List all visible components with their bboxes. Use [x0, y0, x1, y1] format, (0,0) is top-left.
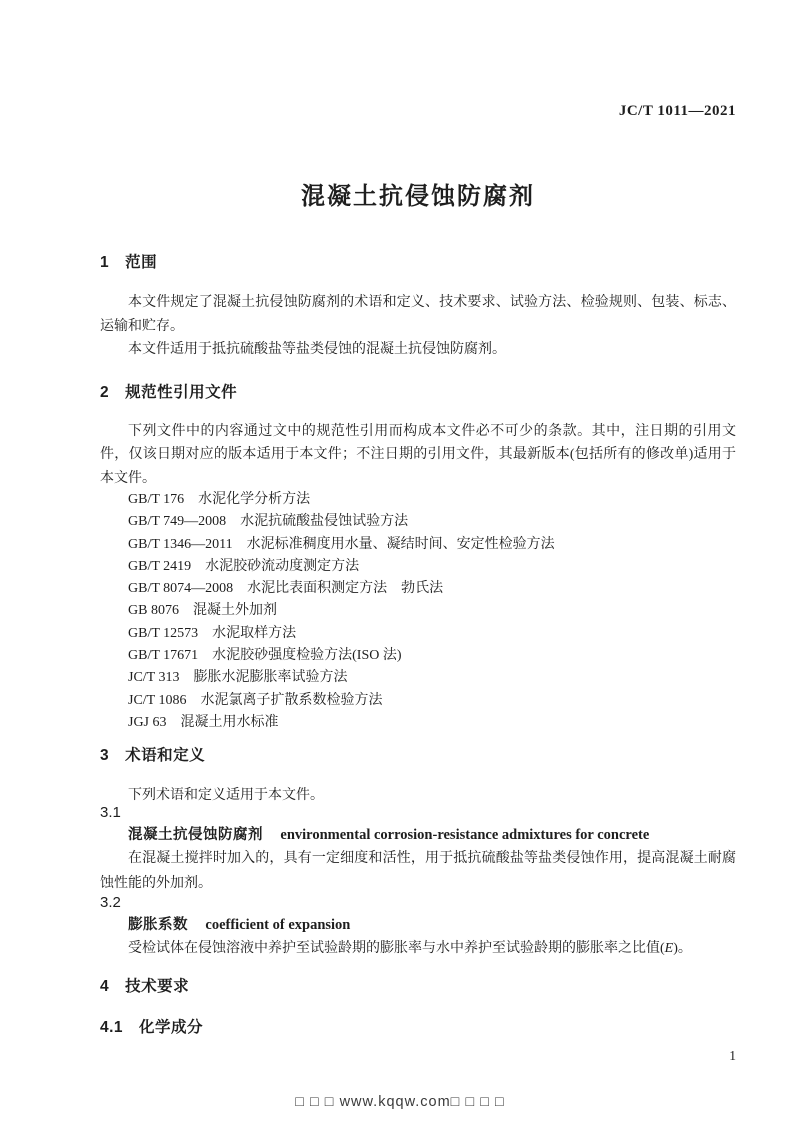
reference-code: GB/T 1346—2011	[128, 536, 233, 552]
definition-variable: E	[664, 941, 674, 956]
section-3-heading: 3 术语和定义	[100, 747, 206, 764]
section-1-paragraph-1: 本文件规定了混凝土抗侵蚀防腐剂的术语和定义、技术要求、试验方法、检验规则、包装、标志、运输和贮存。	[100, 295, 736, 334]
term-title	[100, 913, 764, 934]
reference-code: GB/T 176	[128, 492, 185, 507]
reference-item	[128, 600, 764, 622]
reference-code: GB/T 8074—2008	[128, 581, 234, 597]
reference-item	[128, 623, 764, 645]
term-title-en: coefficient of expansion	[205, 917, 351, 933]
header-standard-number: JC/T 1011—2021	[618, 103, 736, 119]
reference-item	[128, 534, 764, 556]
reference-item	[128, 511, 764, 533]
reference-code: GB 8076	[128, 603, 179, 619]
reference-code: GB/T 749—2008	[128, 514, 227, 530]
reference-code: JC/T 1086	[128, 692, 187, 708]
section-1-paragraph-2: 本文件适用于抵抗硫酸盐等盐类侵蚀的混凝土抗侵蚀防腐剂。	[128, 342, 506, 357]
reference-title: 水泥标准稠度用水量、凝结时间、安定性检验方法	[246, 536, 555, 552]
reference-item	[128, 667, 764, 689]
section-4-1-heading: 4.1 化学成分	[100, 1019, 204, 1036]
term-number: 3.2	[100, 894, 121, 911]
section-4-heading: 4 技术要求	[100, 978, 190, 995]
page-number: 1	[729, 1048, 736, 1063]
reference-title: 水泥化学分析方法	[198, 492, 311, 507]
term-definition: 在混凝土搅拌时加入的，具有一定细度和活性，用于抵抗硫酸盐等盐类侵蚀作用，提高混凝土耐腐蚀性能的外加剂。	[100, 851, 736, 891]
term-definition	[100, 936, 736, 961]
footer-watermark: □ □ □ www.kqqw.com□ □ □ □	[295, 1094, 505, 1110]
reference-title: 膨胀水泥膨胀率试验方法	[193, 670, 348, 686]
reference-code: JC/T 313	[128, 670, 180, 686]
section-2-heading: 2 规范性引用文件	[100, 384, 238, 401]
reference-title: 混凝土外加剂	[192, 603, 277, 619]
term-title-zh: 混凝土抗侵蚀防腐剂	[128, 827, 263, 843]
reference-title: 水泥胶砂流动度测定方法	[205, 558, 360, 574]
reference-item	[128, 556, 764, 578]
section-3-intro: 下列术语和定义适用于本文件。	[128, 788, 324, 803]
reference-item	[128, 645, 764, 667]
reference-code: GB/T 17671	[128, 648, 199, 664]
reference-title: 水泥氯离子扩散系数检验方法	[200, 692, 383, 708]
reference-code: GB/T 2419	[128, 558, 192, 574]
reference-title: 混凝土用水标准	[180, 714, 279, 730]
reference-code: JGJ 63	[128, 714, 167, 730]
reference-item	[128, 489, 764, 511]
section-2-intro: 下列文件中的内容通过文中的规范性引用而构成本文件必不可少的条款。其中，注日期的引用文件，仅该日期对应的版本适用于本文件；不注日期的引用文件，其最新版本(包括所有的修改单)适用于本文件。	[100, 424, 736, 486]
reference-title: 水泥取样方法	[212, 625, 297, 641]
term-title-en: environmental corrosion-resistance admixtures for concrete	[280, 827, 650, 843]
reference-title: 水泥抗硫酸盐侵蚀试验方法	[240, 514, 409, 530]
reference-title: 水泥胶砂强度检验方法(ISO 法)	[212, 648, 402, 664]
reference-item	[128, 712, 764, 734]
reference-title: 水泥比表面积测定方法 勃氏法	[247, 581, 444, 597]
document-title: 混凝土抗侵蚀防腐剂	[301, 183, 535, 210]
normative-references-list	[100, 489, 764, 734]
term-number: 3.1	[100, 804, 121, 821]
definition-text: 受检试体在侵蚀溶液中养护至试验龄期的膨胀率与水中养护至试验龄期的膨胀率之比值(	[128, 941, 665, 956]
term-title-zh: 膨胀系数	[128, 917, 188, 933]
section-1-heading: 1 范围	[100, 254, 158, 271]
term-title	[100, 823, 764, 844]
reference-item	[128, 690, 764, 712]
reference-code: GB/T 12573	[128, 625, 199, 641]
definition-text: )。	[673, 941, 692, 956]
reference-item	[128, 578, 764, 600]
